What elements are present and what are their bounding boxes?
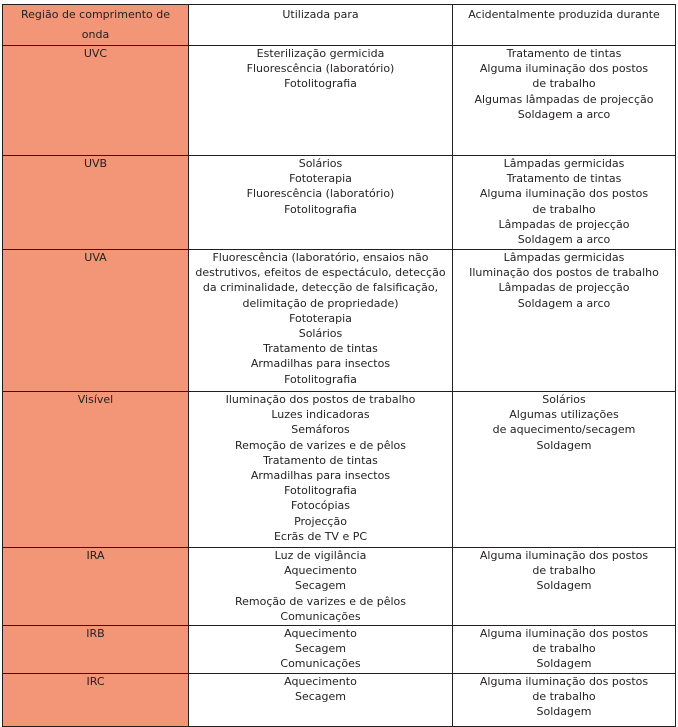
accidental-line: Alguma iluminação dos postos [479,187,649,201]
accidental-cell [453,674,676,727]
accidental-line: Alguma iluminação dos postos [479,675,649,688]
used-for-cell [189,626,453,674]
region-cell: IRA [3,548,189,626]
table-row [3,46,676,156]
used-for-line: Armadilhas para insectos [250,357,391,371]
used-for-line: Aquecimento [284,675,357,688]
used-for-cell [189,156,453,250]
used-for-line: Luzes indicadoras [271,408,370,422]
used-for-line: Ecrãs de TV e PC [273,529,368,543]
accidental-line: Alguma iluminação dos postos [479,62,649,76]
used-for-line: Tratamento de tintas [263,342,378,356]
accidental-line: Soldagem [536,657,592,671]
table-row [3,626,676,674]
used-for-line: Secagem [294,579,346,593]
region-cell: UVA [3,250,189,392]
used-for-cell [189,392,453,548]
accidental-line: Lâmpadas germicidas [503,251,625,264]
header-row [3,5,676,46]
region-cell: IRC [3,674,189,727]
used-for-line: Fototerapia [289,172,352,186]
used-for-line: da criminalidade, detecção de falsificação, [202,281,439,295]
region-cell: UVB [3,156,189,250]
accidental-cell [453,46,676,156]
used-for-line: Aquecimento [284,564,357,578]
header-region: Região de comprimento de onda [3,5,189,46]
used-for-line: Fotolitografia [284,77,357,91]
wavelength-usage-table [2,4,676,727]
accidental-cell [453,626,676,674]
accidental-line: Soldagem [536,705,592,719]
accidental-line: Alguma iluminação dos postos [479,549,649,562]
table-row [3,548,676,626]
accidental-line: de trabalho [532,690,596,704]
used-for-line: Solários [298,157,343,170]
used-for-line: Fotolitografia [284,484,357,498]
accidental-line: Tratamento de tintas [506,47,622,60]
accidental-line: Lâmpadas de projecção [498,281,630,295]
used-for-line: Armadilhas para insectos [250,469,391,483]
used-for-line: Luz de vigilância [274,549,367,562]
accidental-cell [453,548,676,626]
table-row [3,156,676,250]
used-for-cell [189,250,453,392]
used-for-cell [189,674,453,727]
accidental-line: Soldagem [536,438,592,452]
used-for-line: delimitação de propriedade) [242,296,399,310]
used-for-line: Remoção de varizes e de pêlos [235,594,406,608]
used-for-cell [189,46,453,156]
accidental-line: Alguma iluminação dos postos [479,627,649,640]
region-cell: Visível [3,392,189,548]
used-for-line: Remoção de varizes e de pêlos [235,438,406,452]
used-for-line: Fluorescência (laboratório) [246,187,395,201]
used-for-line: Secagem [294,642,346,656]
accidental-cell [453,250,676,392]
header-used-for: Utilizada para [189,5,453,46]
used-for-line: Comunicações [280,609,361,623]
header-accidental: Acidentalmente produzida durante [453,5,676,46]
used-for-cell [189,548,453,626]
used-for-line: Tratamento de tintas [263,453,378,467]
used-for-line: Aquecimento [284,627,357,640]
region-cell: UVC [3,46,189,156]
table-row [3,674,676,727]
table-container [2,4,676,727]
used-for-line: Iluminação dos postos de trabalho [225,393,416,406]
accidental-line: Soldagem a arco [517,107,611,121]
used-for-line: Secagem [294,690,346,704]
accidental-cell [453,392,676,548]
accidental-line: Tratamento de tintas [506,172,622,186]
accidental-cell [453,156,676,250]
accidental-line: de trabalho [532,77,596,91]
accidental-line: Iluminação dos postos de trabalho [469,266,659,280]
used-for-line: Semáforos [291,423,350,437]
used-for-line: Solários [298,327,343,341]
used-for-line: Fototerapia [289,311,352,325]
table-row [3,250,676,392]
used-for-line: Fotolitografia [284,372,357,386]
accidental-line: de aquecimento/secagem [492,423,636,437]
accidental-line: Soldagem a arco [517,296,611,310]
accidental-line: Soldagem [536,579,592,593]
region-cell: IRB [3,626,189,674]
used-for-line: Projecção [294,514,347,528]
accidental-line: Lâmpadas germicidas [503,157,625,170]
table-row [3,392,676,548]
used-for-line: Fluorescência (laboratório, ensaios não [212,251,429,264]
accidental-line: de trabalho [532,564,596,578]
used-for-line: Comunicações [280,657,361,671]
accidental-line: Lâmpadas de projecção [498,217,630,231]
accidental-line: Algumas utilizações [509,408,619,422]
used-for-line: Esterilização germicida [256,47,385,60]
used-for-line: Fotocópias [291,499,350,513]
accidental-line: de trabalho [532,642,596,656]
used-for-line: Fluorescência (laboratório) [246,62,395,76]
used-for-line: destrutivos, efeitos de espectáculo, detecção [195,266,446,280]
accidental-line: Soldagem a arco [517,233,611,247]
accidental-line: Algumas lâmpadas de projecção [474,92,654,106]
accidental-line: de trabalho [532,202,596,216]
used-for-line: Fotolitografia [284,202,357,216]
accidental-line: Solários [542,393,586,406]
